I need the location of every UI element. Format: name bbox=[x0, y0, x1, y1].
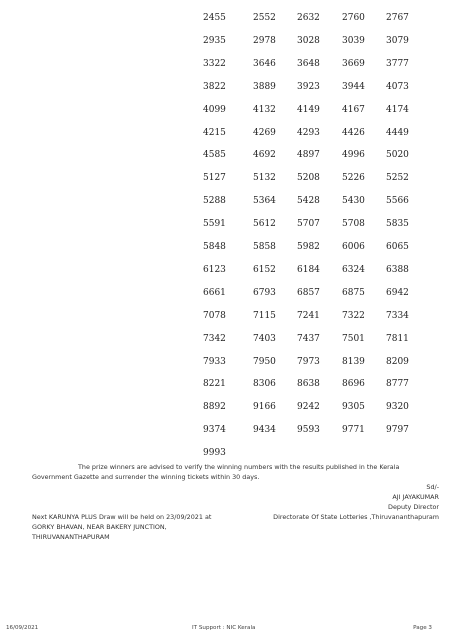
winning-number: 8777 bbox=[386, 379, 409, 390]
number-row bbox=[203, 288, 433, 304]
number-row bbox=[203, 82, 433, 98]
number-row bbox=[203, 402, 433, 418]
winning-number: 6942 bbox=[386, 287, 409, 298]
winning-number: 4293 bbox=[297, 127, 320, 138]
footer-support: IT Support : NIC Kerala bbox=[192, 625, 256, 631]
winning-number: 6324 bbox=[342, 264, 365, 275]
winning-number: 4149 bbox=[297, 104, 320, 115]
winning-number: 7322 bbox=[342, 310, 365, 321]
winning-number: 7811 bbox=[386, 333, 409, 344]
winning-number: 5612 bbox=[253, 219, 276, 230]
number-row bbox=[203, 219, 433, 235]
winning-number: 4215 bbox=[203, 127, 226, 138]
winning-number: 3039 bbox=[342, 35, 365, 46]
signature-sd: Sd/- bbox=[426, 483, 439, 491]
winning-number: 7501 bbox=[342, 333, 365, 344]
winning-number: 9593 bbox=[297, 425, 320, 436]
winning-number: 6152 bbox=[253, 264, 276, 275]
footer-date: 16/09/2021 bbox=[6, 625, 39, 631]
number-row bbox=[203, 105, 433, 121]
next-draw-line-1: Next KARUNYA PLUS Draw will be held on 23/09/2021 at bbox=[32, 513, 212, 521]
winning-number: 4269 bbox=[253, 127, 276, 138]
winning-number: 6857 bbox=[297, 287, 320, 298]
winning-number: 6184 bbox=[297, 264, 320, 275]
number-row bbox=[203, 173, 433, 189]
winning-number: 4426 bbox=[342, 127, 365, 138]
winning-number: 4167 bbox=[342, 104, 365, 115]
winning-number: 8892 bbox=[203, 402, 226, 413]
winning-number: 7437 bbox=[297, 333, 320, 344]
number-row bbox=[203, 150, 433, 166]
winning-number: 3079 bbox=[386, 35, 409, 46]
winning-number: 6661 bbox=[203, 287, 226, 298]
winning-number: 3889 bbox=[253, 81, 276, 92]
winning-number: 4073 bbox=[386, 81, 409, 92]
winning-number: 5428 bbox=[297, 196, 320, 207]
winning-number: 8221 bbox=[203, 379, 226, 390]
winning-number: 8638 bbox=[297, 379, 320, 390]
number-row bbox=[203, 425, 433, 441]
winning-number: 7403 bbox=[253, 333, 276, 344]
number-row bbox=[203, 59, 433, 75]
winning-number: 2760 bbox=[342, 13, 365, 23]
winning-number: 6006 bbox=[342, 242, 365, 252]
winning-number: 5252 bbox=[386, 173, 409, 184]
winning-number: 4132 bbox=[253, 104, 276, 115]
signatory-name: AJI JAYAKUMAR bbox=[392, 493, 439, 501]
winning-number: 9320 bbox=[386, 402, 409, 413]
winning-number: 9771 bbox=[342, 425, 365, 436]
winning-number: 7241 bbox=[297, 310, 320, 321]
winning-number: 3944 bbox=[342, 81, 365, 92]
winning-number: 5226 bbox=[342, 173, 365, 184]
notice-line-1: The prize winners are advised to verify the winning numbers with the results published in the Kerala bbox=[78, 463, 400, 471]
winning-number: 5208 bbox=[297, 173, 320, 184]
winning-number: 7973 bbox=[297, 356, 320, 367]
winning-number: 2935 bbox=[203, 35, 226, 46]
winning-number: 4996 bbox=[342, 150, 365, 161]
winning-number: 3923 bbox=[297, 81, 320, 92]
footer-page: Page 3 bbox=[413, 625, 432, 631]
winning-number: 6123 bbox=[203, 264, 226, 275]
winning-number: 4174 bbox=[386, 104, 409, 115]
winning-number: 2978 bbox=[253, 35, 276, 46]
winning-number: 5288 bbox=[203, 196, 226, 207]
winning-number: 5591 bbox=[203, 219, 226, 230]
signatory-title: Deputy Director bbox=[388, 503, 439, 511]
number-row bbox=[203, 311, 433, 327]
winning-number: 7115 bbox=[253, 310, 276, 321]
winning-number: 8696 bbox=[342, 379, 365, 390]
winning-number: 2455 bbox=[203, 13, 226, 23]
winning-number: 3648 bbox=[297, 58, 320, 69]
winning-number: 5835 bbox=[386, 219, 409, 230]
winning-number: 5982 bbox=[297, 242, 320, 252]
winning-number: 6793 bbox=[253, 287, 276, 298]
winning-number: 4585 bbox=[203, 150, 226, 161]
winning-number: 7078 bbox=[203, 310, 226, 321]
prize-notice bbox=[32, 462, 437, 482]
winning-number: 5132 bbox=[253, 173, 276, 184]
winning-number: 7933 bbox=[203, 356, 226, 367]
number-row bbox=[203, 357, 433, 373]
winning-number: 3322 bbox=[203, 58, 226, 69]
number-row bbox=[203, 379, 433, 395]
number-row bbox=[203, 334, 433, 350]
winning-number: 9993 bbox=[203, 448, 226, 459]
winning-number: 8139 bbox=[342, 356, 365, 367]
winning-number: 9166 bbox=[253, 402, 276, 413]
number-row bbox=[203, 242, 433, 258]
winning-number: 8209 bbox=[386, 356, 409, 367]
next-draw-line-3: THIRUVANANTHAPURAM bbox=[32, 533, 110, 541]
winning-number: 4449 bbox=[386, 127, 409, 138]
notice-line-2: Government Gazette and surrender the winning tickets within 30 days. bbox=[32, 473, 260, 481]
winning-number: 3822 bbox=[203, 81, 226, 92]
number-row bbox=[203, 36, 433, 52]
winning-number: 6388 bbox=[386, 264, 409, 275]
winning-number: 3777 bbox=[386, 58, 409, 69]
winning-number: 5707 bbox=[297, 219, 320, 230]
winning-number: 7342 bbox=[203, 333, 226, 344]
winning-number: 6065 bbox=[386, 242, 409, 252]
winning-number: 3028 bbox=[297, 35, 320, 46]
signatory-office: Directorate Of State Lotteries ,Thiruvananthapuram bbox=[273, 513, 439, 521]
winning-number: 4692 bbox=[253, 150, 276, 161]
winning-number: 7950 bbox=[253, 356, 276, 367]
number-row bbox=[203, 128, 433, 144]
winning-number: 9305 bbox=[342, 402, 365, 413]
winning-number: 9374 bbox=[203, 425, 226, 436]
winning-number: 6875 bbox=[342, 287, 365, 298]
winning-number: 9434 bbox=[253, 425, 276, 436]
winning-number: 3669 bbox=[342, 58, 365, 69]
winning-number: 9242 bbox=[297, 402, 320, 413]
winning-number: 5858 bbox=[253, 242, 276, 252]
winning-number: 2767 bbox=[386, 13, 409, 23]
winning-number: 9797 bbox=[386, 425, 409, 436]
winning-number: 5127 bbox=[203, 173, 226, 184]
winning-number: 8306 bbox=[253, 379, 276, 390]
winning-number: 2552 bbox=[253, 13, 276, 23]
number-row bbox=[203, 265, 433, 281]
winning-number: 5566 bbox=[386, 196, 409, 207]
winning-number: 2632 bbox=[297, 13, 320, 23]
number-row bbox=[203, 196, 433, 212]
winning-number: 7334 bbox=[386, 310, 409, 321]
next-draw-line-2: GORKY BHAVAN, NEAR BAKERY JUNCTION, bbox=[32, 523, 167, 531]
winning-number: 5364 bbox=[253, 196, 276, 207]
winning-number: 4099 bbox=[203, 104, 226, 115]
winning-number: 5430 bbox=[342, 196, 365, 207]
winning-number: 3646 bbox=[253, 58, 276, 69]
number-row bbox=[203, 13, 433, 29]
winning-number: 5708 bbox=[342, 219, 365, 230]
winning-number: 5020 bbox=[386, 150, 409, 161]
winning-number: 4897 bbox=[297, 150, 320, 161]
winning-number: 5848 bbox=[203, 242, 226, 252]
